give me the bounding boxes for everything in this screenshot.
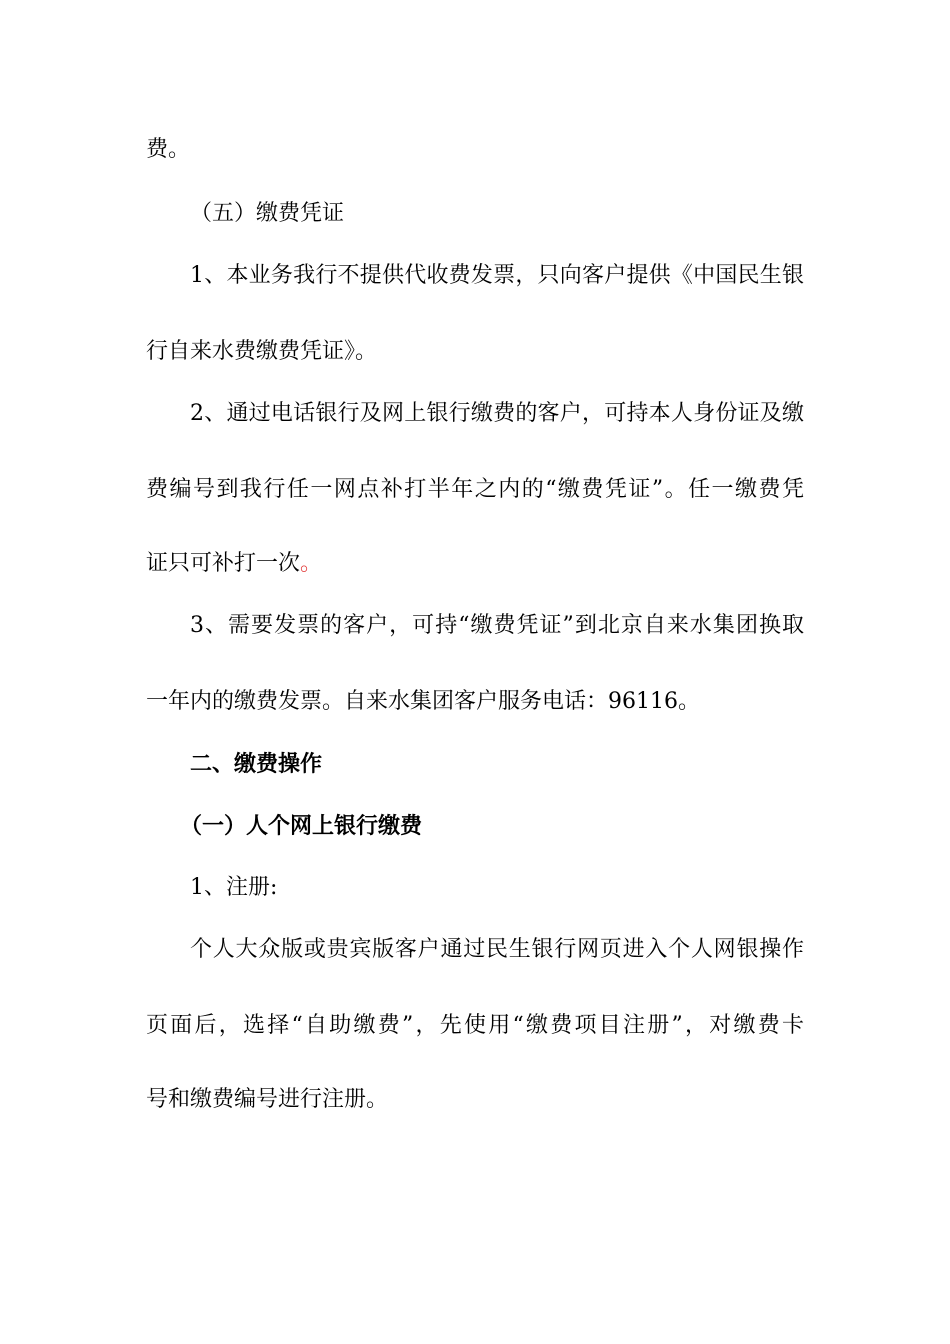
item-heading: 1、注册:: [190, 875, 278, 900]
section-heading: （五）缴费凭证: [190, 201, 345, 226]
line-text: 证只可补打一次: [146, 551, 301, 576]
paragraph-line: 一年内的缴费发票。自来水集团客户服务电话：96116。: [146, 689, 700, 714]
paragraph-line: 页面后，选择“自助缴费”，先使用“缴费项目注册”，对缴费卡: [146, 1013, 804, 1038]
paragraph-line: [146, 550, 322, 578]
subsection-heading: （一）人个网上银行缴费: [180, 813, 423, 839]
paragraph-line: 行自来水费缴费凭证》。: [146, 339, 378, 364]
paragraph-line: 费编号到我行任一网点补打半年之内的“缴费凭证”。任一缴费凭: [146, 477, 804, 502]
paragraph-line: 费。: [146, 137, 191, 162]
punctuation-mark: 。: [300, 551, 323, 576]
paragraph-line: 3、需要发票的客户，可持“缴费凭证”到北京自来水集团换取: [190, 613, 804, 638]
paragraph-line: 1、本业务我行不提供代收费发票，只向客户提供《中国民生银: [190, 263, 804, 288]
paragraph-line: 个人大众版或贵宾版客户通过民生银行网页进入个人网银操作: [190, 937, 804, 962]
paragraph-line: 号和缴费编号进行注册。: [146, 1087, 389, 1112]
paragraph-line: 2、通过电话银行及网上银行缴费的客户，可持本人身份证及缴: [190, 401, 804, 426]
section-heading: 二、缴费操作: [190, 751, 323, 777]
